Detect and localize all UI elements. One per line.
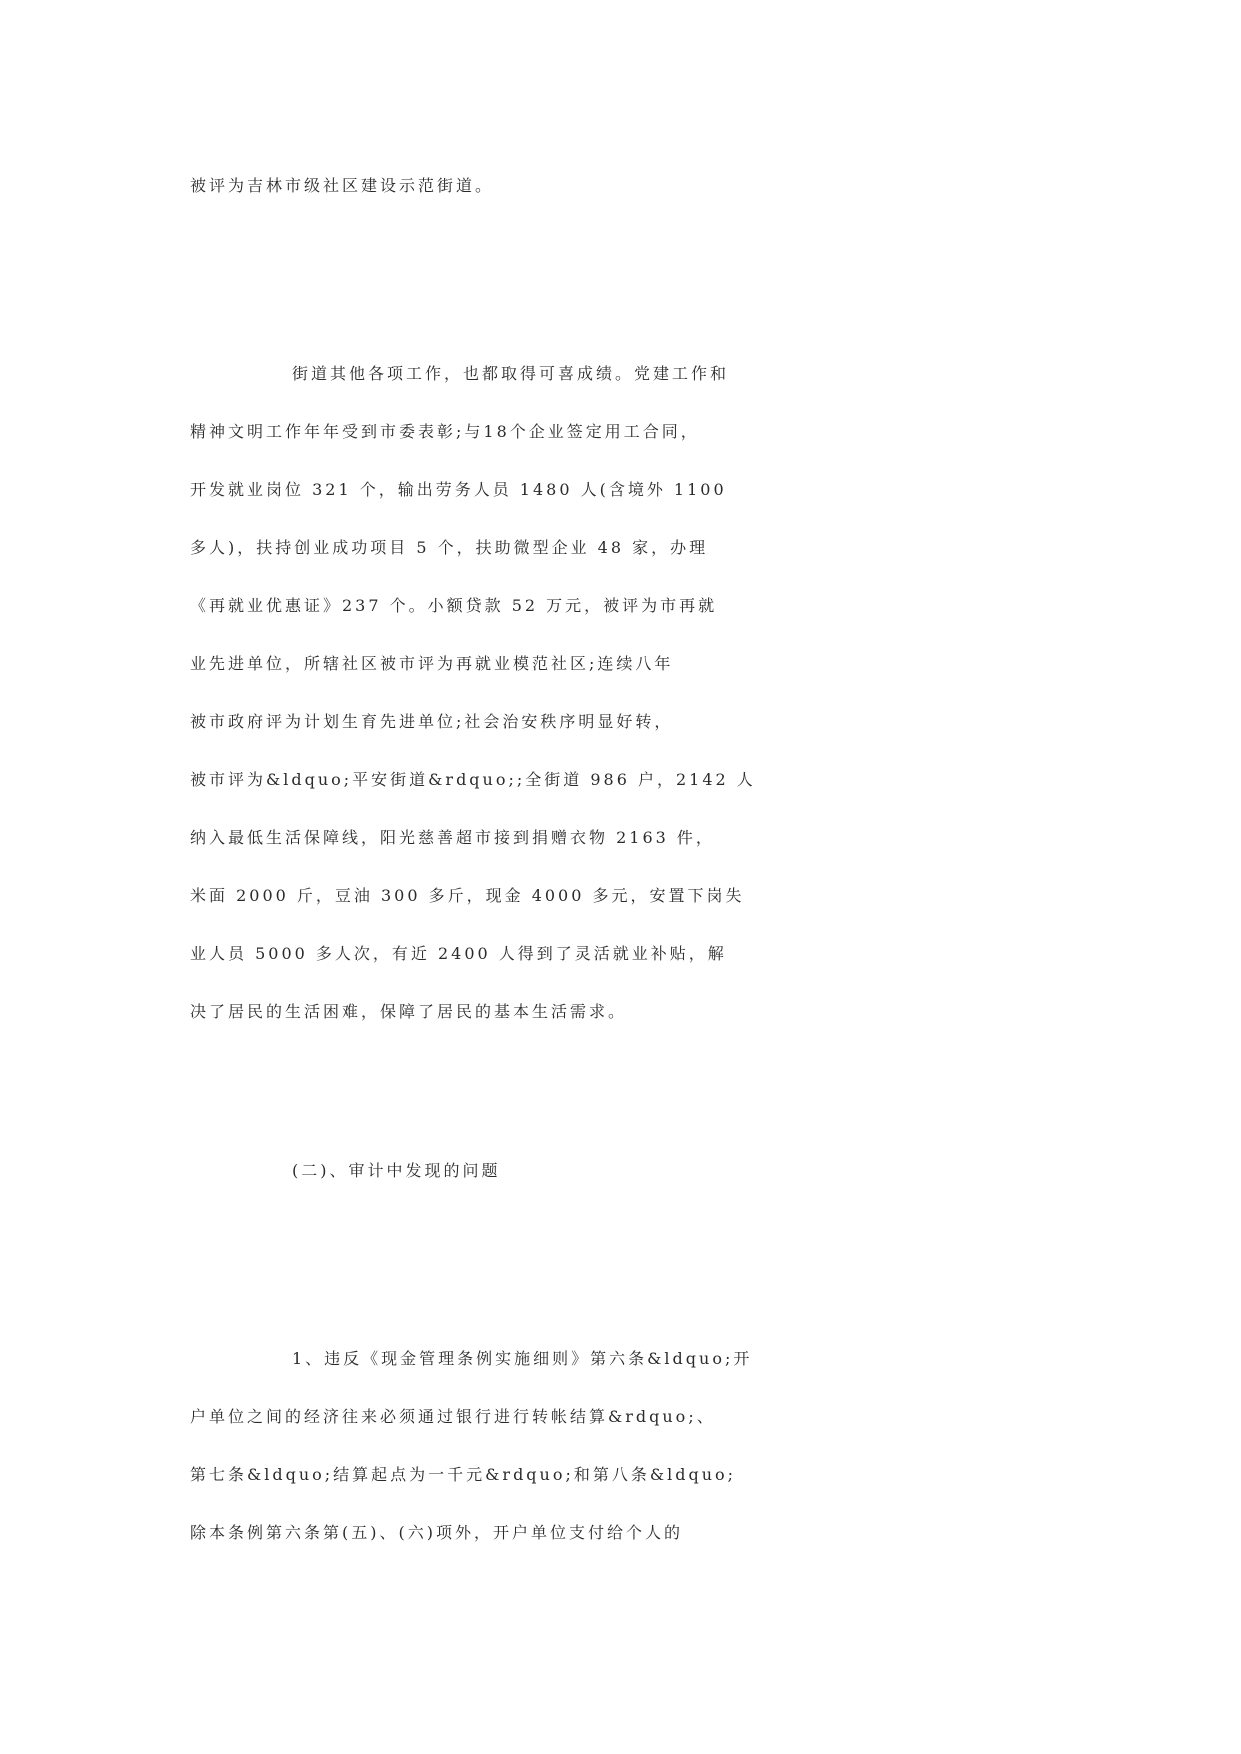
paragraph-2-line-6: 业先进单位，所辖社区被市评为再就业模范社区;连续八年 xyxy=(190,654,674,673)
paragraph-2-line-11: 业人员 5000 多人次，有近 2400 人得到了灵活就业补贴，解 xyxy=(190,944,727,963)
paragraph-2-line-9: 纳入最低生活保障线，阳光慈善超市接到捐赠衣物 2163 件， xyxy=(190,828,715,847)
paragraph-1-line-1: 被评为吉林市级社区建设示范街道。 xyxy=(190,176,495,195)
paragraph-4-line-4: 除本条例第六条第(五)、(六)项外，开户单位支付给个人的 xyxy=(190,1523,683,1542)
section-heading: (二)、审计中发现的问题 xyxy=(292,1161,501,1180)
paragraph-4-line-2: 户单位之间的经济往来必须通过银行进行转帐结算&rdquo;、 xyxy=(190,1407,716,1426)
paragraph-2-line-1: 街道其他各项工作，也都取得可喜成绩。党建工作和 xyxy=(292,364,730,383)
paragraph-2-line-3: 开发就业岗位 321 个，输出劳务人员 1480 人(含境外 1100 xyxy=(190,480,727,499)
paragraph-2-line-5: 《再就业优惠证》237 个。小额贷款 52 万元，被评为市再就 xyxy=(190,596,718,615)
paragraph-2-line-4: 多人)，扶持创业成功项目 5 个，扶助微型企业 48 家，办理 xyxy=(190,538,709,557)
paragraph-4-line-3: 第七条&ldquo;结算起点为一千元&rdquo;和第八条&ldquo; xyxy=(190,1465,737,1484)
paragraph-2-line-10: 米面 2000 斤，豆油 300 多斤，现金 4000 多元，安置下岗失 xyxy=(190,886,745,905)
paragraph-4-line-1: 1、违反《现金管理条例实施细则》第六条&ldquo;开 xyxy=(292,1349,753,1368)
paragraph-2-line-2: 精神文明工作年年受到市委表彰;与18个企业签定用工合同， xyxy=(190,422,700,441)
paragraph-2-line-12: 决了居民的生活困难，保障了居民的基本生活需求。 xyxy=(190,1002,628,1021)
paragraph-2-line-7: 被市政府评为计划生育先进单位;社会治安秩序明显好转， xyxy=(190,712,674,731)
paragraph-2-line-8: 被市评为&ldquo;平安街道&rdquo;;全街道 986 户，2142 人 xyxy=(190,770,756,789)
